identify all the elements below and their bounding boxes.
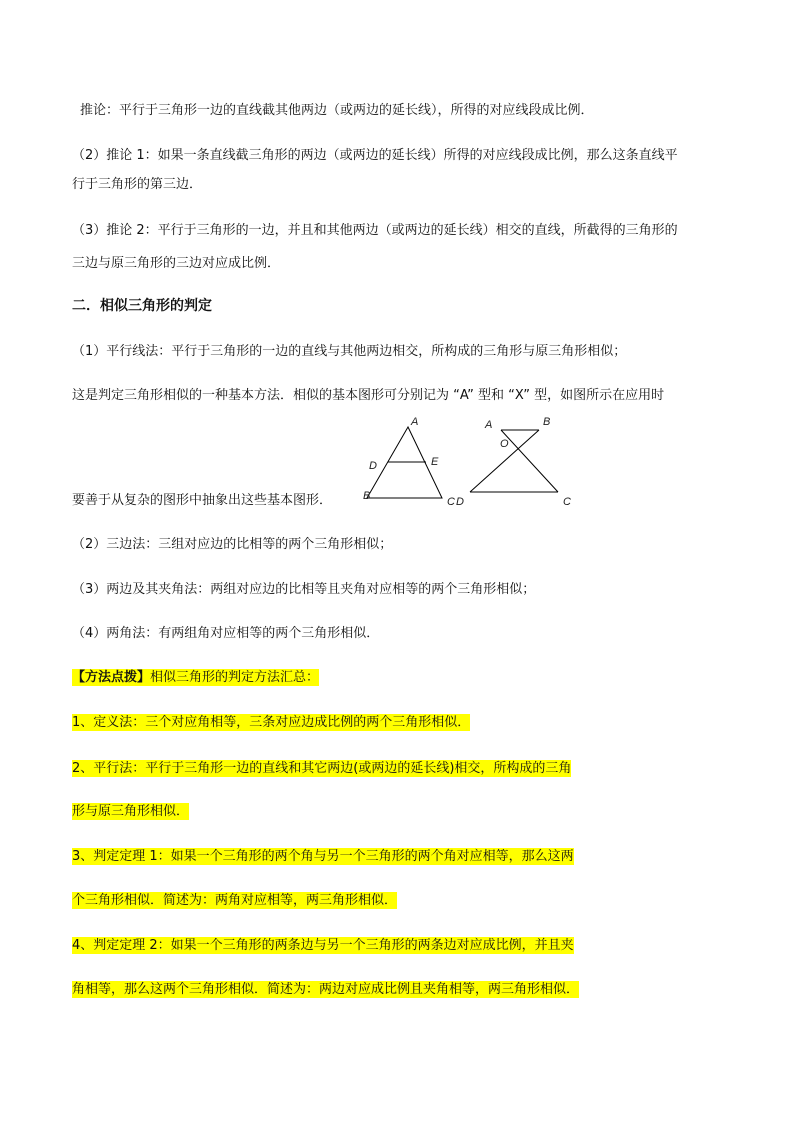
judge-2-line: （2）三边法：三组对应边的比相等的两个三角形相似； xyxy=(72,537,393,552)
method-4-line2 xyxy=(72,980,579,1000)
x-type-figure xyxy=(447,416,571,508)
method-1-line xyxy=(72,713,470,733)
a-type-figure xyxy=(363,416,442,502)
method-title: 相似三角形的判定方法汇总： xyxy=(150,670,320,685)
method-2-text-b: 形与原三角形相似． xyxy=(72,804,190,819)
judge-1-line2: 这是判定三角形相似的一种基本方法．相似的基本图形可分别记为 “A” 型和 “X” 型，如图所示在应用时 xyxy=(72,388,665,403)
label-a1: A xyxy=(411,416,419,428)
section-heading: 二．相似三角形的判定 xyxy=(72,298,212,314)
corollary-1-line1: （2）推论 1：如果一条直线截三角形的两边（或两边的延长线）所得的对应线段成比例，那么这条直线平 xyxy=(72,148,678,163)
corollary-1-line2: 行于三角形的第三边． xyxy=(72,177,203,192)
method-2-text-a: 2、平行法：平行于三角形一边的直线和其它两边(或两边的延长线)相交，所构成的三角 xyxy=(72,761,572,776)
method-4-text-b: 角相等，那么这两个三角形相似．简述为：两边对应成比例且夹角相等，两三角形相似． xyxy=(72,982,580,997)
method-4-line1 xyxy=(72,936,574,956)
label-c1: C xyxy=(447,496,455,508)
method-3-line1 xyxy=(72,847,574,867)
method-2-line2 xyxy=(72,802,189,822)
label-d1: D xyxy=(369,460,377,472)
judge-1-line3: 要善于从复杂的图形中抽象出这些基本图形． xyxy=(72,493,333,508)
method-3-line2 xyxy=(72,891,397,911)
label-a2: A xyxy=(485,419,493,431)
label-d2: D xyxy=(456,496,464,508)
label-e1: E xyxy=(431,456,439,468)
method-summary-heading xyxy=(72,668,319,688)
x-type-segment-ac xyxy=(501,430,558,492)
judge-1-line1: （1）平行线法：平行于三角形的一边的直线与其他两边相交，所构成的三角形与原三角形相似； xyxy=(72,344,627,359)
label-b1: B xyxy=(363,490,371,502)
method-3-text-b: 个三角形相似．简述为：两角对应相等，两三角形相似． xyxy=(72,893,398,908)
method-tag: 【方法点拨】 xyxy=(72,670,151,685)
judge-3-line: （3）两边及其夹角法：两组对应边的比相等且夹角对应相等的两个三角形相似； xyxy=(72,582,536,597)
method-1-text: 1、定义法：三个对应角相等，三条对应边成比例的两个三角形相似． xyxy=(72,715,471,730)
method-2-line1 xyxy=(72,759,571,779)
similar-triangle-figures xyxy=(355,410,590,510)
method-4-text-a: 4、判定定理 2：如果一个三角形的两条边与另一个三角形的两条边对应成比例，并且夹 xyxy=(72,938,574,953)
label-o2: O xyxy=(500,438,509,450)
corollary-2-line1: （3）推论 2：平行于三角形的一边，并且和其他两边（或两边的延长线）相交的直线，所截得的三角形的 xyxy=(72,223,678,238)
label-c2: C xyxy=(563,496,571,508)
corollary-text: 推论：平行于三角形一边的直线截其他两边（或两边的延长线），所得的对应线段成比例． xyxy=(80,103,594,118)
judge-4-line: （4）两角法：有两组角对应相等的两个三角形相似． xyxy=(72,626,380,641)
method-3-text-a: 3、判定定理 1：如果一个三角形的两个角与另一个三角形的两个角对应相等，那么这两 xyxy=(72,849,574,864)
label-b2: B xyxy=(543,416,551,428)
corollary-2-line2: 三边与原三角形的三边对应成比例． xyxy=(72,256,281,271)
